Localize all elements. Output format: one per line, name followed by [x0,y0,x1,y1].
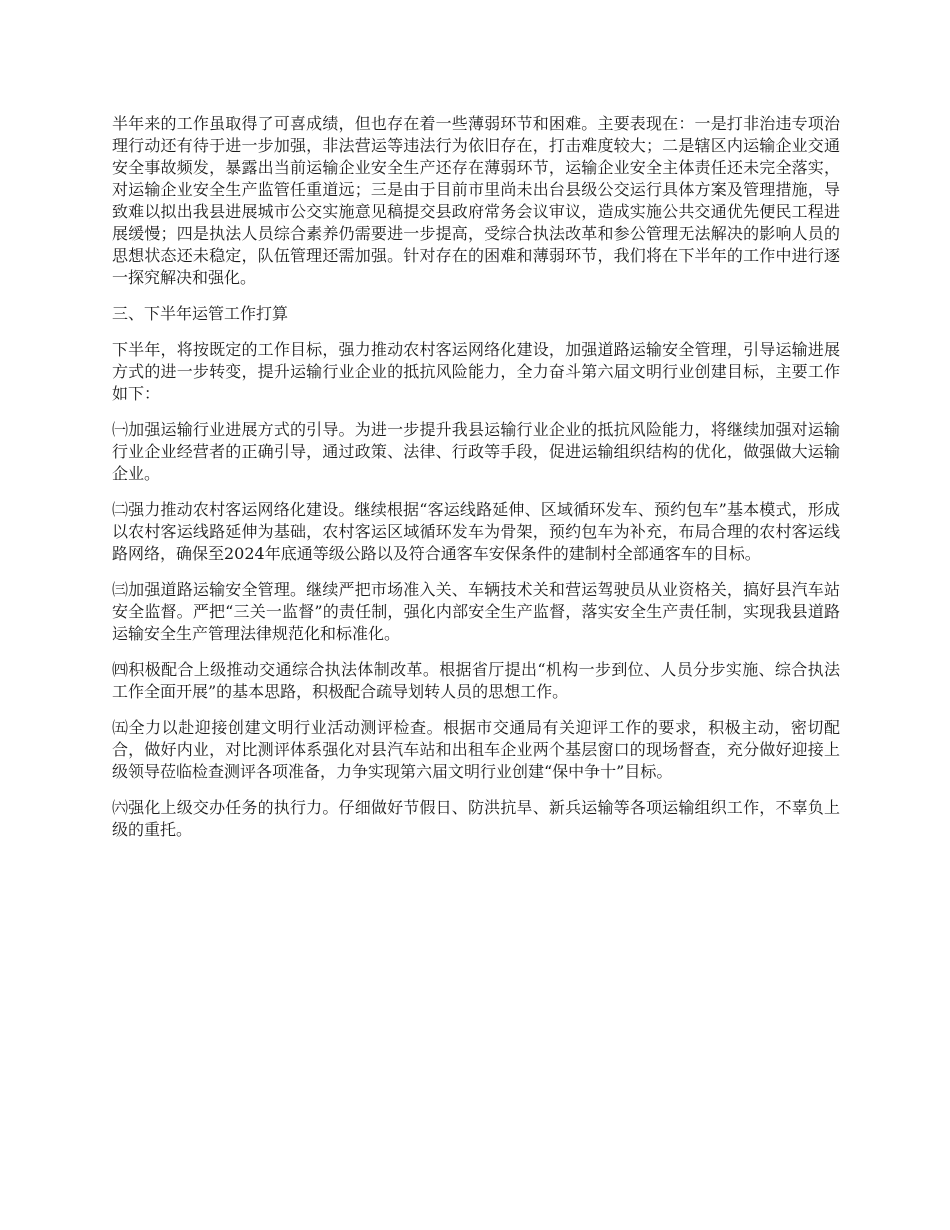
work-item-1: ㈠加强运输行业进展方式的引导。为进一步提升我县运输行业企业的抵抗风险能力，将继续加强对运输行业企业经营者的正确引导，通过政策、法律、行政等手段，促进运输组织结构的优化，做强做大运输企业。 [112,420,840,483]
work-item-4: ㈣积极配合上级推动交通综合执法体制改革。根据省厅提出“机构一步到位、人员分步实施、综合执法工作全面开展”的基本思路，积极配合疏导划转人员的思想工作。 [112,660,840,701]
section-intro-paragraph: 下半年，将按既定的工作目标，强力推动农村客运网络化建设，加强道路运输安全管理，引导运输进展方式的进一步转变，提升运输行业企业的抵抗风险能力，全力奋斗第六届文明行业创建目标，主要工作如下： [112,340,840,403]
work-item-6: ㈥强化上级交办任务的执行力。仔细做好节假日、防洪抗旱、新兵运输等各项运输组织工作，不辜负上级的重托。 [112,798,840,839]
intro-paragraph: 半年来的工作虽取得了可喜成绩，但也存在着一些薄弱环节和困难。主要表现在：一是打非治违专项治理行动还有待于进一步加强，非法营运等违法行为依旧存在，打击难度较大；二是辖区内运输企业交通安全事故频发，暴露出当前运输企业安全生产还存在薄弱环节，运输企业安全主体责任还未完全落实，对运输企业安全生产监管任重道远；三是由于目前市里尚未出台县级公交运行具体方案及管理措施，导致难以拟出我县进展城市公交实施意见稿提交县政府常务会议审议，造成实施公共交通优先便民工程进展缓慢；四是执法人员综合素养仍需要进一步提高，受综合执法改革和参公管理无法解决的影响人员的思想状态还未稳定，队伍管理还需加强。针对存在的困难和薄弱环节，我们将在下半年的工作中进行逐一探究解决和强化。 [112,114,840,287]
work-item-3: ㈢加强道路运输安全管理。继续严把市场准入关、车辆技术关和营运驾驶员从业资格关，搞好县汽车站安全监督。严把“三关一监督”的责任制，强化内部安全生产监督，落实安全生产责任制，实现我县道路运输安全生产管理法律规范化和标准化。 [112,580,840,643]
section-heading: 三、下半年运管工作打算 [112,304,289,323]
document-body [112,113,840,855]
work-item-2: ㈡强力推动农村客运网络化建设。继续根据“客运线路延伸、区域循环发车、预约包车”基本模式，形成以农村客运线路延伸为基础，农村客运区域循环发车为骨架，预约包车为补充，布局合理的农村客运线路网络，确保至2024年底通等级公路以及符合通客车安保条件的建制村全部通客车的目标。 [112,500,840,563]
work-item-5: ㈤全力以赴迎接创建文明行业活动测评检查。根据市交通局有关迎评工作的要求，积极主动，密切配合，做好内业，对比测评体系强化对县汽车站和出租车企业两个基层窗口的现场督查，充分做好迎接上级领导莅临检查测评各项准备，力争实现第六届文明行业创建“保中争十”目标。 [112,718,840,781]
